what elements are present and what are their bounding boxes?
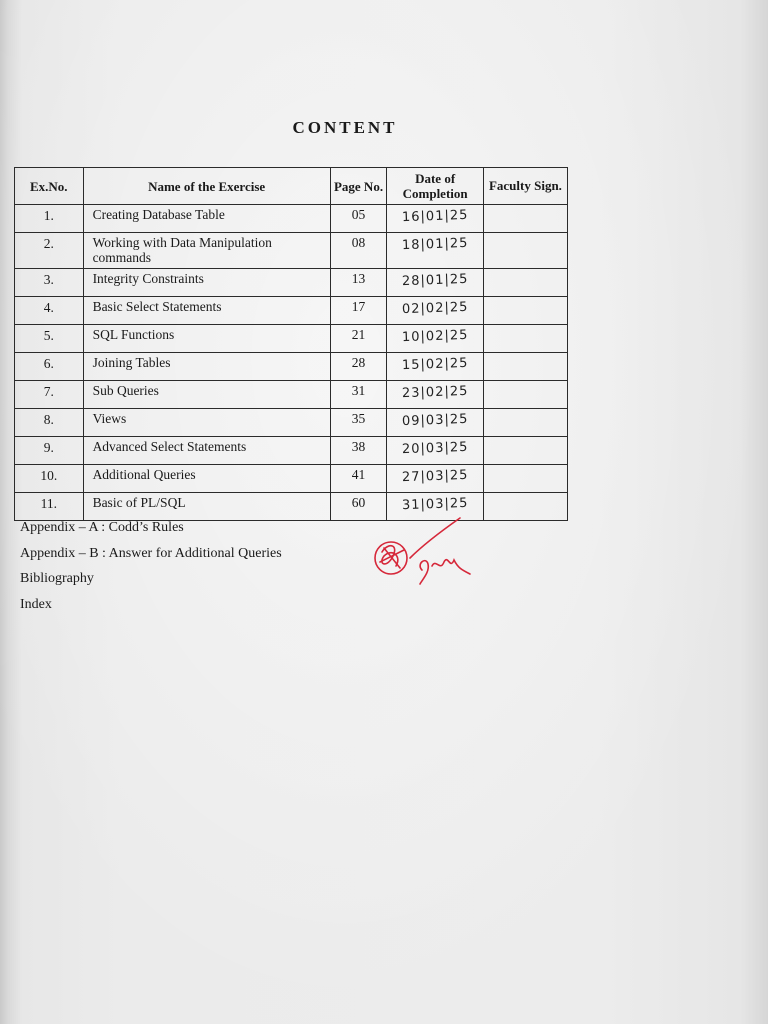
completion-date (387, 437, 484, 465)
exercise-number: 5. (15, 325, 84, 353)
table-row (15, 325, 568, 353)
table-row (15, 353, 568, 381)
handwritten-date: 15|02|25 (401, 355, 469, 374)
faculty-sign-cell (483, 437, 567, 465)
table-row (15, 297, 568, 325)
completion-date (387, 381, 484, 409)
appendix-list (20, 515, 282, 617)
table-row (15, 233, 568, 269)
exercise-name: Additional Queries (83, 465, 330, 493)
page-number: 08 (330, 233, 387, 269)
exercise-name: SQL Functions (83, 325, 330, 353)
exercise-number: 3. (15, 269, 84, 297)
exercise-name: Joining Tables (83, 353, 330, 381)
completion-date (387, 297, 484, 325)
header-faculty-sign: Faculty Sign. (483, 168, 567, 205)
table-row (15, 465, 568, 493)
faculty-sign-cell (483, 465, 567, 493)
exercise-number: 7. (15, 381, 84, 409)
page-number: 05 (330, 205, 387, 233)
handwritten-date: 23|02|25 (401, 383, 469, 402)
faculty-sign-cell (483, 205, 567, 233)
page-number: 35 (330, 409, 387, 437)
header-page-no: Page No. (330, 168, 387, 205)
page-number: 38 (330, 437, 387, 465)
header-date-of-completion: Date of Completion (387, 168, 484, 205)
header-exercise-name: Name of the Exercise (83, 168, 330, 205)
faculty-sign-cell (483, 381, 567, 409)
page-number: 60 (330, 493, 387, 521)
exercise-name: Basic Select Statements (83, 297, 330, 325)
exercise-number: 2. (15, 233, 84, 269)
table-row (15, 205, 568, 233)
exercise-number: 4. (15, 297, 84, 325)
page-number: 17 (330, 297, 387, 325)
handwritten-date: 16|01|25 (401, 207, 469, 226)
page-title: CONTENT (292, 118, 398, 137)
signature-stroke-long (410, 518, 460, 558)
handwritten-date: 31|03|25 (401, 495, 469, 514)
faculty-sign-cell (483, 233, 567, 269)
handwritten-date: 28|01|25 (401, 271, 469, 290)
completion-date (387, 409, 484, 437)
page-number: 28 (330, 353, 387, 381)
faculty-sign-cell (483, 353, 567, 381)
faculty-sign-cell (483, 297, 567, 325)
appendix-item: Index (20, 596, 52, 612)
signature-a (420, 561, 428, 584)
handwritten-date: 18|01|25 (401, 235, 469, 254)
exercise-name: Working with Data Manipulation commands (83, 233, 330, 269)
handwritten-date: 27|03|25 (401, 467, 469, 486)
signature-tail (432, 560, 470, 574)
table-row (15, 409, 568, 437)
exercise-number: 11. (15, 493, 84, 521)
faculty-sign-cell (483, 325, 567, 353)
completion-date (387, 325, 484, 353)
table-header-row (15, 168, 568, 205)
exercise-name: Views (83, 409, 330, 437)
exercise-number: 1. (15, 205, 84, 233)
faculty-signature (370, 512, 480, 592)
header-ex-no: Ex.No. (15, 168, 84, 205)
exercise-name: Integrity Constraints (83, 269, 330, 297)
handwritten-date: 02|02|25 (401, 299, 469, 318)
completion-date (387, 205, 484, 233)
completion-date (387, 233, 484, 269)
exercise-number: 8. (15, 409, 84, 437)
exercise-name: Sub Queries (83, 381, 330, 409)
table-row (15, 437, 568, 465)
exercise-name: Creating Database Table (83, 205, 330, 233)
completion-date (387, 465, 484, 493)
faculty-sign-cell (483, 409, 567, 437)
appendix-item: Appendix – B : Answer for Additional Queries (20, 545, 282, 561)
page-number: 21 (330, 325, 387, 353)
handwritten-date: 20|03|25 (401, 439, 469, 458)
page-number: 13 (330, 269, 387, 297)
page-number: 31 (330, 381, 387, 409)
handwritten-date: 10|02|25 (401, 327, 469, 346)
contents-table (14, 167, 568, 521)
exercise-number: 9. (15, 437, 84, 465)
faculty-sign-cell (483, 269, 567, 297)
exercise-number: 6. (15, 353, 84, 381)
faculty-sign-cell (483, 493, 567, 521)
exercise-number: 10. (15, 465, 84, 493)
completion-date (387, 269, 484, 297)
page-number: 41 (330, 465, 387, 493)
handwritten-date: 09|03|25 (401, 411, 469, 430)
appendix-item: Bibliography (20, 571, 94, 586)
completion-date (387, 353, 484, 381)
exercise-name: Advanced Select Statements (83, 437, 330, 465)
table-row (15, 381, 568, 409)
appendix-item: Appendix – A : Codd’s Rules (20, 520, 184, 535)
exercise-name: Basic of PL/SQL (83, 493, 330, 521)
table-row (15, 269, 568, 297)
